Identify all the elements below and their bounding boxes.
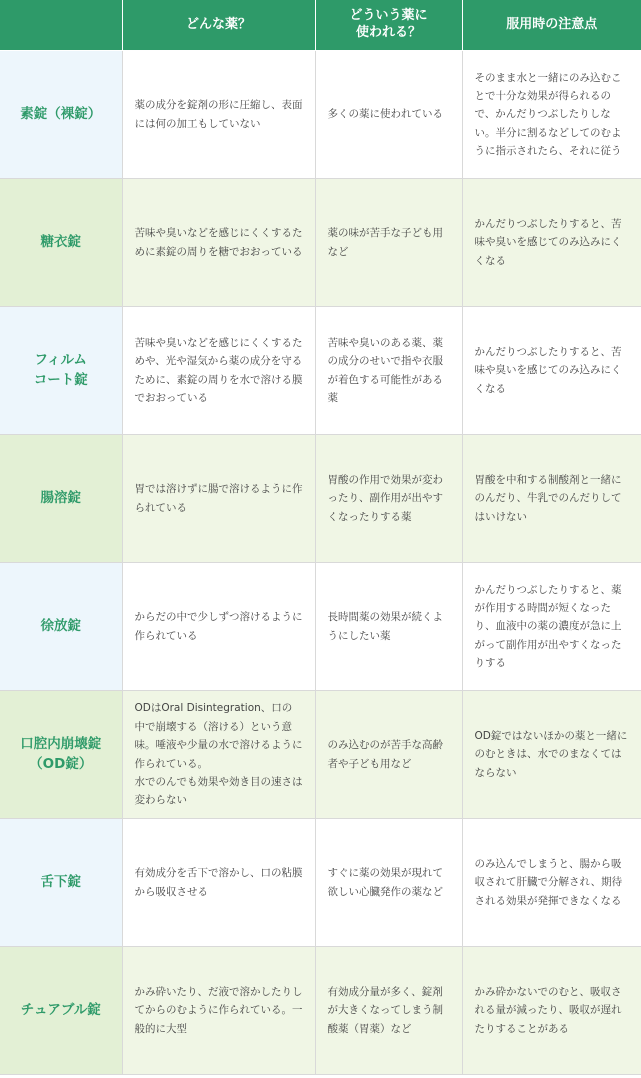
table-row: [0, 691, 641, 819]
cell-caution-text: そのまま水と一緒にのみ込むことで十分な効果が得られるので、かんだりつぶしたりしない。半分に割るなどしてのむように指示されたら、それに従う: [474, 71, 622, 158]
cell-what-text: 苦味や臭いなどを感じにくくするために素錠の周りを糖でおおっている: [134, 227, 303, 258]
cell-caution: [462, 435, 641, 563]
cell-what: [122, 435, 315, 563]
header-what: どんな薬？: [122, 0, 315, 51]
cell-caution: [462, 51, 641, 179]
cell-what-text: かみ砕いたり、だ液で溶かしたりしてからのむように作られている。一般的に大型: [134, 985, 303, 1035]
cell-what-text: からだの中で少しずつ溶けるように作られている: [134, 611, 303, 642]
row-label: [0, 307, 122, 435]
cell-caution: [462, 563, 641, 691]
cell-caution: [462, 691, 641, 819]
cell-use: [315, 435, 462, 563]
tablet-type-name: 糖衣錠: [40, 233, 81, 250]
header-corner: [0, 0, 122, 51]
cell-what-text: 有効成分を舌下で溶かし、口の粘膜から吸収させる: [134, 867, 303, 898]
cell-use-text: 長時間薬の効果が続くようにしたい薬: [327, 611, 443, 642]
cell-use: [315, 947, 462, 1075]
table-row: [0, 947, 641, 1075]
cell-use-text: すぐに薬の効果が現れて欲しい心臓発作の薬など: [327, 867, 443, 898]
cell-caution-text: のみ込んでしまうと、腸から吸収されて肝臓で分解され、期待される効果が発揮できなくなる: [474, 857, 623, 907]
cell-what: [122, 307, 315, 435]
header-row: [0, 0, 641, 51]
row-label: [0, 691, 122, 819]
table-row: [0, 819, 641, 947]
table-row: [0, 51, 641, 179]
table-row: [0, 179, 641, 307]
cell-caution: [462, 179, 641, 307]
cell-what: [122, 691, 315, 819]
cell-use: [315, 563, 462, 691]
row-label: [0, 947, 122, 1075]
cell-caution-text: 胃酸を中和する制酸剤と一緒にのんだり、牛乳でのんだりしてはいけない: [474, 473, 622, 523]
cell-what: [122, 51, 315, 179]
cell-use-text: 有効成分量が多く、錠剤が大きくなってしまう制酸薬（胃薬）など: [327, 985, 443, 1035]
cell-caution: [462, 947, 641, 1075]
row-label: [0, 435, 122, 563]
cell-what-text: 胃では溶けずに腸で溶けるように作られている: [134, 483, 303, 514]
cell-what: [122, 179, 315, 307]
cell-what-text: 薬の成分を錠剤の形に圧縮し、表面には何の加工もしていない: [134, 99, 303, 130]
cell-use: [315, 819, 462, 947]
cell-what: [122, 947, 315, 1075]
cell-what-text: 苦味や臭いなどを感じにくくするためや、光や湿気から薬の成分を守るために、素錠の周りを水で溶ける膜でおおっている: [134, 336, 303, 404]
cell-caution-text: OD錠ではないほかの薬と一緒にのむときは、水でのまなくてはならない: [474, 729, 628, 779]
cell-caution: [462, 307, 641, 435]
cell-use: [315, 51, 462, 179]
cell-use: [315, 307, 462, 435]
cell-use-text: のみ込むのが苦手な高齢者や子ども用など: [327, 739, 443, 770]
tablet-type-name: 口腔内崩壊錠 （OD錠）: [20, 735, 102, 772]
cell-caution-text: かんだりつぶしたりすると、苦味や臭いを感じてのみ込みにくくなる: [474, 345, 622, 395]
cell-use: [315, 179, 462, 307]
table-row: [0, 563, 641, 691]
cell-what-text: ODはOral Disintegration、口の中で崩壊する（溶ける）という意味。唾液や少量の水で溶けるように作られている。 水でのんでも効果や効き目の速さは変わらない: [134, 702, 303, 807]
cell-caution-text: かんだりつぶしたりすると、苦味や臭いを感じてのみ込みにくくなる: [474, 217, 622, 267]
cell-use: [315, 691, 462, 819]
cell-caution-text: かんだりつぶしたりすると、薬が作用する時間が短くなったり、血液中の薬の濃度が急に上がって副作用が出やすくなったりする: [474, 583, 622, 670]
cell-what: [122, 819, 315, 947]
table-row: [0, 307, 641, 435]
tablet-type-name: 腸溶錠: [40, 489, 81, 506]
row-label: [0, 179, 122, 307]
cell-what: [122, 563, 315, 691]
tablet-type-name: 素錠（裸錠）: [20, 105, 102, 122]
row-label: [0, 51, 122, 179]
tablet-type-name: チュアブル錠: [20, 1001, 101, 1018]
tablet-type-name: 徐放錠: [40, 617, 81, 634]
cell-use-text: 胃酸の作用で効果が変わったり、副作用が出やすくなったりする薬: [327, 473, 443, 523]
row-label: [0, 819, 122, 947]
header-caution: 服用時の注意点: [462, 0, 641, 51]
table-row: [0, 435, 641, 563]
row-label: [0, 563, 122, 691]
cell-use-text: 薬の味が苦手な子ども用など: [327, 227, 443, 258]
tablet-type-name: 舌下錠: [40, 873, 81, 890]
cell-caution: [462, 819, 641, 947]
cell-caution-text: かみ砕かないでのむと、吸収される量が減ったり、吸収が遅れたりすることがある: [474, 985, 622, 1035]
header-use: どういう薬に 使われる？: [315, 0, 462, 51]
cell-use-text: 苦味や臭いのある薬、薬の成分のせいで指や衣服が着色する可能性がある薬: [327, 336, 443, 404]
tablet-type-name: フィルム コート錠: [33, 351, 88, 388]
cell-use-text: 多くの薬に使われている: [327, 108, 443, 121]
